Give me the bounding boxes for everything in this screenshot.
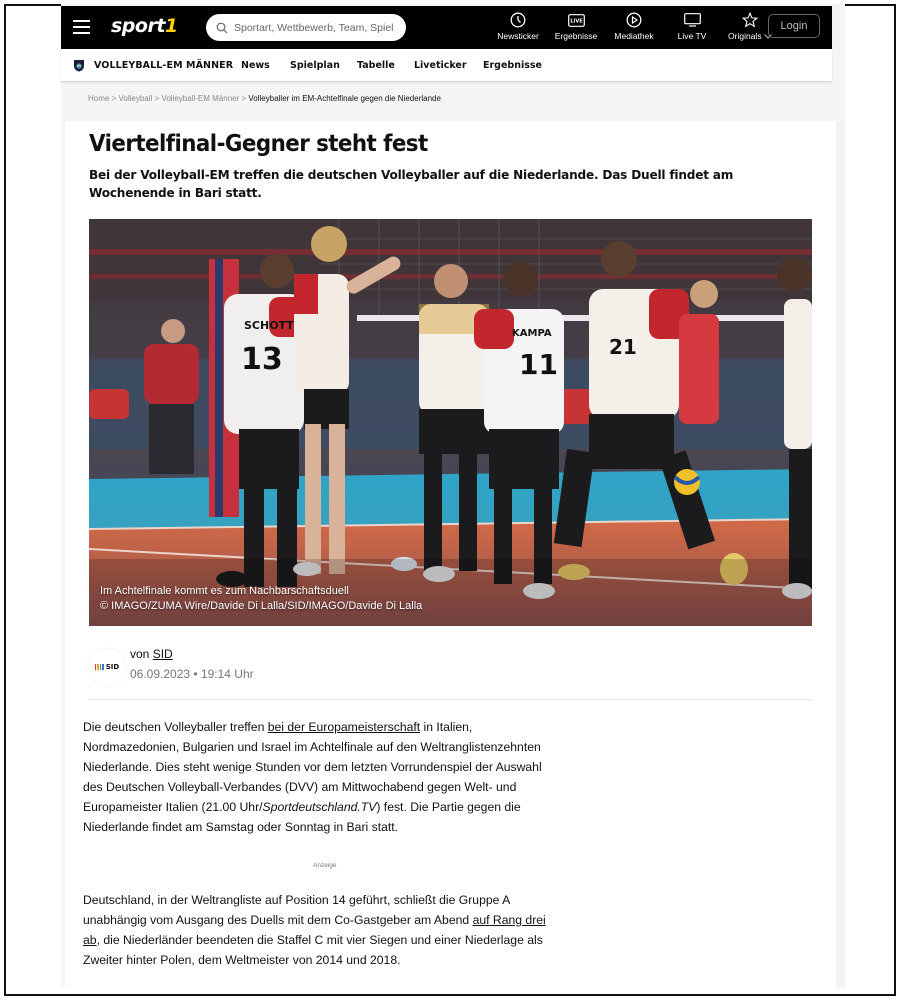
article-headline: Viertelfinal-Gegner steht fest xyxy=(89,131,428,157)
breadcrumb-volleyball-em[interactable]: Volleyball-EM Männer xyxy=(161,94,240,103)
header-nav xyxy=(489,10,779,41)
nav-newsticker-label: Newsticker xyxy=(497,31,539,41)
subnav-tabelle[interactable]: Tabelle xyxy=(357,60,395,71)
europameisterschaft-link[interactable]: bei der Europameisterschaft xyxy=(267,720,421,734)
subnav-liveticker[interactable]: Liveticker xyxy=(414,60,467,71)
photo-caption xyxy=(100,584,422,614)
page-gutter xyxy=(836,121,845,988)
ad-label: Anzeige xyxy=(313,862,337,869)
breadcrumb xyxy=(88,94,441,103)
subnav-spielplan[interactable]: Spielplan xyxy=(290,60,340,71)
menu-icon[interactable] xyxy=(73,20,90,34)
svg-text:LIVE: LIVE xyxy=(569,18,583,25)
search-input[interactable] xyxy=(234,22,394,34)
breadcrumb-volleyball[interactable]: Volleyball xyxy=(118,94,153,103)
svg-text:SCHOTT: SCHOTT xyxy=(244,319,294,332)
star-icon xyxy=(742,12,758,28)
nav-ergebnisse-label: Ergebnisse xyxy=(554,31,598,41)
search-icon xyxy=(216,22,228,34)
publish-date: 06.09.2023 • 19:14 Uhr xyxy=(130,667,254,681)
play-icon xyxy=(626,12,642,28)
subnav-ergebnisse[interactable]: Ergebnisse xyxy=(483,60,542,71)
nav-live-tv[interactable] xyxy=(663,10,721,41)
login-button[interactable]: Login xyxy=(768,14,820,38)
svg-text:13: 13 xyxy=(241,342,283,377)
author-block xyxy=(89,639,812,699)
breadcrumb-separator: > xyxy=(154,94,160,103)
breadcrumb-separator: > xyxy=(241,94,247,103)
top-header xyxy=(61,6,832,49)
article-paragraph-2: Deutschland, in der Weltrangliste auf Position 14 geführt, schließt die Gruppe A unabhängig vom Ausgang des Duells mit dem Co-Gastgeber am Abend auf Rang drei ab, die Niederländer beendeten die Staffel C mit vier Siegen und einer Niederlage als Zweiter hinter Polen, dem Weltmeister von 2014 und 2018. xyxy=(83,893,546,967)
caption-text: Im Achtelfinale kommt es zum Nachbarschaftsduell xyxy=(100,585,349,597)
article-card xyxy=(65,121,836,991)
section-title[interactable]: VOLLEYBALL-EM MÄNNER xyxy=(94,59,234,71)
sid-logo-bars-icon xyxy=(95,664,105,670)
byline-prefix: von xyxy=(130,647,150,661)
nav-mediathek-label: Mediathek xyxy=(614,31,654,41)
nav-ergebnisse[interactable] xyxy=(547,10,605,41)
volleyball-team-photo xyxy=(89,219,812,626)
author-link[interactable]: SID xyxy=(152,647,173,661)
breadcrumb-current: Volleyballer im EM-Achtelfinale gegen die Niederlande xyxy=(248,94,441,103)
volleyball-em-badge-icon xyxy=(73,59,85,72)
sport1-logo[interactable] xyxy=(111,15,178,37)
nav-live-tv-label: Live TV xyxy=(677,31,707,41)
svg-text:KAMPA: KAMPA xyxy=(512,328,552,339)
clock-icon xyxy=(510,12,526,28)
svg-text:11: 11 xyxy=(519,348,558,381)
breadcrumb-separator: > xyxy=(111,94,117,103)
sid-logo-text: SID xyxy=(105,663,120,671)
search-box[interactable] xyxy=(206,14,406,41)
subnav-news[interactable]: News xyxy=(241,60,270,71)
breadcrumb-home[interactable]: Home xyxy=(88,94,110,103)
divider xyxy=(89,699,812,700)
logo-text: sport xyxy=(111,15,165,37)
nav-originals-label: Originals xyxy=(728,31,772,41)
svg-text:21: 21 xyxy=(609,335,637,359)
live-icon xyxy=(568,14,585,27)
sid-logo[interactable] xyxy=(89,649,125,685)
nav-newsticker[interactable] xyxy=(489,10,547,41)
tv-icon xyxy=(684,13,701,27)
sportdeutschland-tv-text: Sportdeutschland.TV xyxy=(262,800,377,814)
rang-drei-link[interactable]: auf Rang drei ab xyxy=(83,913,546,947)
article-teaser: Bei der Volleyball-EM treffen die deutschen Volleyballer auf die Niederlande. Das Duell findet am Wochenende in Bari statt. xyxy=(89,168,734,200)
section-subnav xyxy=(61,49,832,82)
logo-accent: 1 xyxy=(164,15,178,37)
photo-credit: © IMAGO/ZUMA Wire/Davide Di Lalla/SID/IMAGO/Davide Di Lalla xyxy=(100,600,423,612)
byline xyxy=(130,647,173,661)
nav-mediathek[interactable] xyxy=(605,10,663,41)
article-photo[interactable] xyxy=(89,219,812,626)
article-paragraph-1: Die deutschen Volleyballer treffen bei der Europameisterschaft in Italien, Nordmazedonien, Bulgarien und Israel im Achtelfinale auf den Weltranglistenzehnten Niederlande. Dies steht wenige Stunden vor dem letzten Vorrundenspiel der Auswahl des Deutschen Volleyball-Verbandes (DVV) am Mittwochabend gegen Welt- und Europameister Italien (21.00 Uhr/Sportdeutschland.TV) fest. Die Partie gegen die Niederlande findet am Samstag oder Sonntag in Bari statt. xyxy=(83,720,542,834)
